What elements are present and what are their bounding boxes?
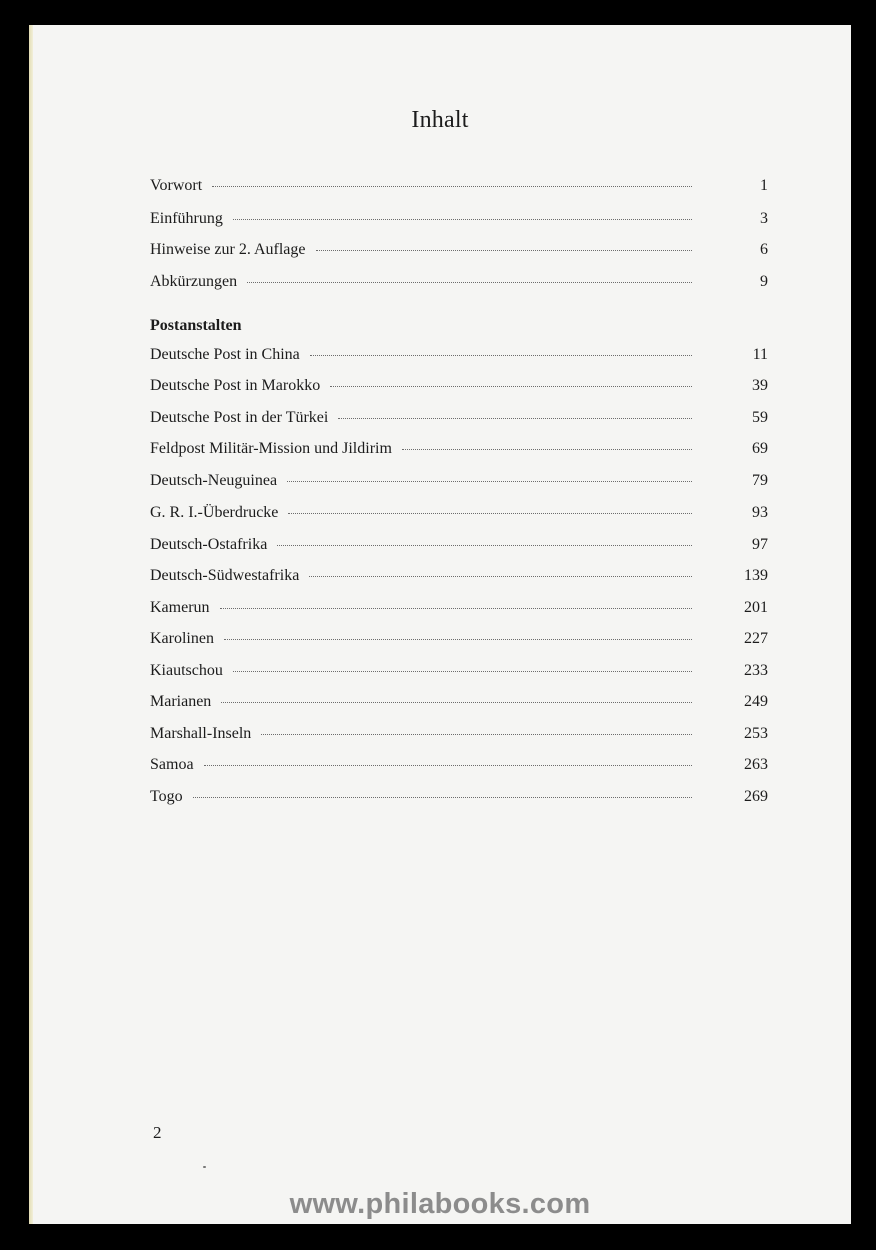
toc-entry-suedwestafrika [150, 567, 768, 589]
dot-leader [193, 796, 692, 798]
toc-entry-gri [150, 504, 768, 526]
toc-entry-kamerun [150, 599, 768, 621]
dot-leader [287, 480, 692, 482]
toc-entry-china [150, 346, 768, 368]
toc-entry-karolinen [150, 630, 768, 652]
toc-entry-marokko [150, 377, 768, 399]
toc-entry-page: 9 [760, 273, 768, 290]
section-heading: Postanstalten [150, 317, 242, 334]
toc-entry-label: Marianen [150, 693, 212, 710]
toc-entry-label: Kamerun [150, 599, 210, 616]
toc-entry-page: 93 [752, 504, 768, 521]
toc-entry-ostafrika [150, 536, 768, 558]
toc-entry-label: Hinweise zur 2. Auflage [150, 241, 306, 258]
print-speck [203, 1166, 206, 1168]
toc-entry-page: 201 [744, 599, 768, 616]
toc-entry-abkuerzungen [150, 273, 768, 295]
toc-entry-label: Deutsch-Ostafrika [150, 536, 268, 553]
toc-entry-label: Deutsch-Neuguinea [150, 472, 278, 489]
toc-entry-label: Abkürzungen [150, 273, 238, 290]
toc-entry-tuerkei [150, 409, 768, 431]
toc-entry-samoa [150, 756, 768, 778]
dot-leader [224, 638, 692, 640]
toc-entry-page: 139 [744, 567, 768, 584]
dot-leader [338, 417, 692, 419]
toc-entry-label: Deutsche Post in der Türkei [150, 409, 329, 426]
dot-leader [309, 575, 692, 577]
toc-entry-label: Marshall-Inseln [150, 725, 252, 742]
dot-leader [247, 281, 692, 283]
toc-entry-label: Deutsche Post in Marokko [150, 377, 321, 394]
toc-entry-neuguinea [150, 472, 768, 494]
toc-entry-label: Feldpost Militär-Mission und Jildirim [150, 440, 392, 457]
toc-entry-page: 59 [752, 409, 768, 426]
toc-entry-page: 269 [744, 788, 768, 805]
toc-entry-label: Kiautschou [150, 662, 223, 679]
toc-entry-page: 253 [744, 725, 768, 742]
toc-entry-togo [150, 788, 768, 810]
toc-entry-label: Deutsche Post in China [150, 346, 300, 363]
toc-entry-marshall-inseln [150, 725, 768, 747]
book-page [29, 25, 851, 1224]
dot-leader [261, 733, 692, 735]
dot-leader [233, 218, 692, 220]
dot-leader [288, 512, 692, 514]
toc-entry-feldpost [150, 440, 768, 462]
toc-entry-page: 227 [744, 630, 768, 647]
toc-entry-page: 69 [752, 440, 768, 457]
dot-leader [221, 701, 692, 703]
toc-entry-kiautschou [150, 662, 768, 684]
dot-leader [330, 385, 692, 387]
dot-leader [310, 354, 692, 356]
toc-entry-hinweise [150, 241, 768, 263]
toc-entry-page: 39 [752, 377, 768, 394]
toc-entry-page: 97 [752, 536, 768, 553]
dot-leader [212, 185, 692, 187]
dot-leader [277, 544, 692, 546]
toc-entry-page: 233 [744, 662, 768, 679]
toc-entry-page: 263 [744, 756, 768, 773]
toc-entry-page: 3 [760, 210, 768, 227]
page-number: 2 [153, 1123, 162, 1142]
dot-leader [220, 607, 692, 609]
toc-entry-label: Deutsch-Südwestafrika [150, 567, 300, 584]
toc-entry-label: G. R. I.-Überdrucke [150, 504, 279, 521]
toc-entry-page: 6 [760, 241, 768, 258]
toc-entry-page: 11 [752, 346, 768, 363]
toc-entry-label: Vorwort [150, 177, 203, 194]
toc-entry-page: 79 [752, 472, 768, 489]
toc-entry-einfuehrung [150, 210, 768, 232]
toc-entry-label: Samoa [150, 756, 194, 773]
toc-entry-marianen [150, 693, 768, 715]
toc-entry-label: Togo [150, 788, 183, 805]
watermark: www.philabooks.com [289, 1188, 591, 1220]
dot-leader [316, 249, 692, 251]
toc-entry-label: Einführung [150, 210, 223, 227]
page-edge [29, 25, 33, 1224]
dot-leader [402, 448, 692, 450]
toc-entry-label: Karolinen [150, 630, 214, 647]
toc-entry-page: 1 [760, 177, 768, 194]
page-title: Inhalt [411, 107, 469, 133]
toc-entry-vorwort [150, 177, 768, 199]
toc-entry-page: 249 [744, 693, 768, 710]
dot-leader [233, 670, 692, 672]
dot-leader [204, 764, 692, 766]
